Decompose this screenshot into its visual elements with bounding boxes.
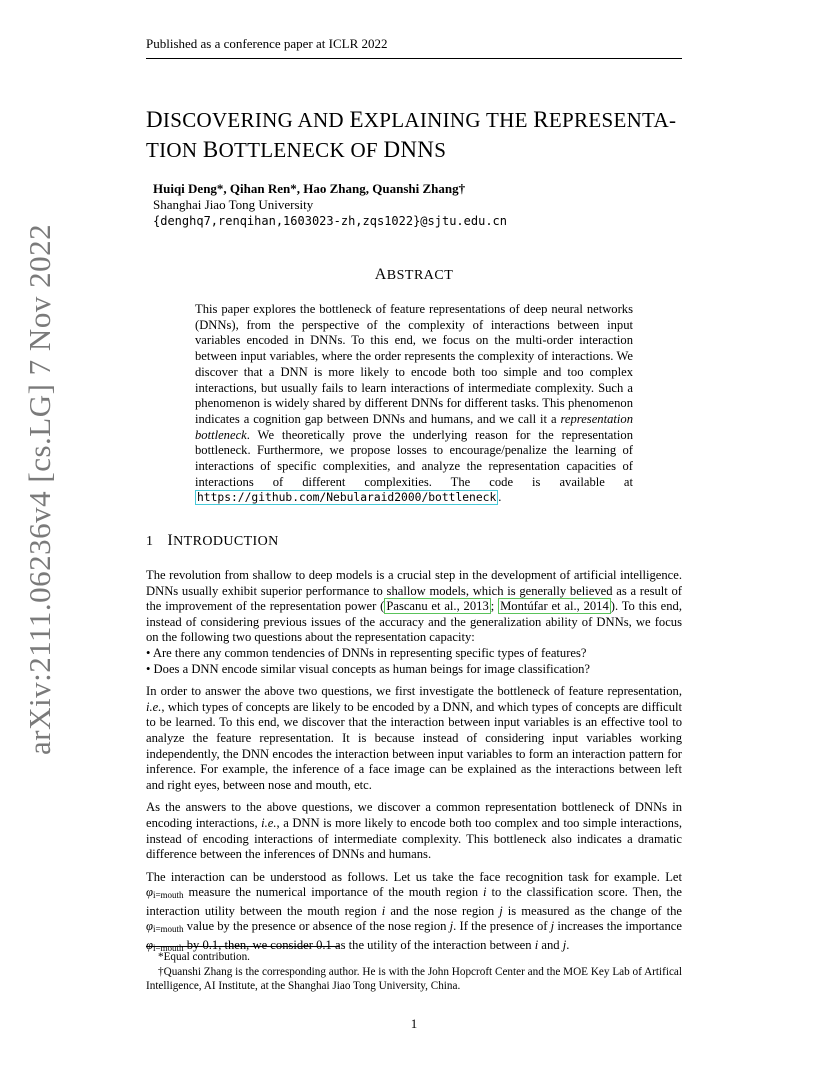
abstract-emphasis: representation bottleneck [195,411,633,442]
author-emails: {denghq7,renqihan,1603023-zh,zqs1022}@sjtu.edu.cn [153,214,508,228]
footnote-corresponding-author: †Quanshi Zhang is the corresponding author. He is with the John Hopcroft Center and the MOE Key Lab of Artifical Intelligence, AI Institute, at the Shanghai Jiao Tong University, China. [146,966,682,992]
author-block [153,181,507,229]
footnotes [146,950,682,994]
abstract-body: This paper explores the bottleneck of feature representations of deep neural networks (DNNs), from the perspective of the complexity of interactions between input variables encoded in DNNs. To this end, we focus on the multi-order interaction between input variables, where the order represents the complexity of interactions. We discover that a DNN is more likely to encode both too simple and too complex interactions, but usually fails to learn interactions of intermediate complexity. Such a phenomenon is widely shared by different DNNs for different tasks. This phenomenon indicates a cognition gap between DNNs and humans, and we call it a representation bottleneck. We theoretically prove the underlying reason for the representation bottleneck. Furthermore, we propose losses to encourage/penalize the learning of interactions of specific complexities, and analyze the representation capacities of interactions of different complexities. The code is available at https://github.com/Nebularaid2000/bottleneck . [195,302,633,505]
abstract-heading: ABSTRACT [374,266,454,283]
citation-pascanu[interactable]: Pascanu et al., 2013 [386,599,489,614]
intro-paragraph-1: The revolution from shallow to deep models is a crucial step in the development of artificial intelligence. DNNs usually exhibit superior performance to shallow models, which is generally believed as a result of the improvement of the representation power ( Pascanu et al., 2013 ; Montúfar et al., 2014 ). To this end, instead of considering previous issues of the accuracy and the generalization ability of DNNs, we focus on the following two questions about the representation capacity: • Are there any common tendencies of DNNs in representing specific types of features? • Does a DNN encode similar visual concepts as human beings for image classification? [146,568,683,676]
introduction-body [146,568,682,964]
footnote-equal-contribution: *Equal contribution. [158,951,250,963]
affiliation: Shanghai Jiao Tong University [153,197,314,212]
bullet-question-1: • Are there any common tendencies of DNNs in representing specific types of features? [146,645,587,660]
author-names: Huiqi Deng*, Qihan Ren*, Hao Zhang, Quanshi Zhang† [153,181,466,196]
section-heading-introduction: 1 INTRODUCTION [146,532,279,549]
intro-paragraph-3: As the answers to the above questions, we discover a common representation bottleneck of DNNs in encoding interactions, i.e., a DNN is more likely to encode both too complex and too simple interactions, instead of encoding interactions of intermediate complexity. This bottleneck also indicates a dramatic difference between the inferences of DNNs and humans. [146,800,682,862]
page-number: 1 [410,1016,418,1031]
code-link[interactable]: https://github.com/Nebularaid2000/bottleneck [197,491,497,505]
citation-montufar[interactable]: Montúfar et al., 2014 [500,599,609,614]
paper-title [146,105,686,165]
arxiv-stamp: arXiv:2111.06236v4 [cs.LG] 7 Nov 2022 [22,223,57,755]
title-line-1: DISCOVERING AND EXPLAINING THE REPRESENTA- [146,107,677,132]
intro-paragraph-4: The interaction can be understood as follows. Let us take the face recognition task for example. Let $\varphi_{i=mouth}$ measure the numerical importance of the mouth region i to the classification score. Then, the interaction utility between the mouth region i and the nose region j is measured as the change of the $\varphi_{i=mouth}$ value by the presence or absence of the nose region j. If the presence of j increases the importance $\varphi_{i=mouth}$ by 0.1, then, we consider 0.1 as the utility of the interaction between i and j. [146,869,682,954]
footnote-rule [146,946,340,947]
running-header: Published as a conference paper at ICLR 2022 [146,36,682,59]
title-line-2: TION BOTTLENECK OF DNNS [146,137,447,162]
bullet-question-2: • Does a DNN encode similar visual concepts as human beings for image classification? [146,661,591,676]
intro-paragraph-2: In order to answer the above two questions, we first investigate the bottleneck of feature representation, i.e., which types of concepts are likely to be encoded by a DNN, and which types of concepts are difficult to be learned. To this end, we discover that the interaction between input variables is an effective tool to analyze the feature representation. It is because instead of considering input variables working independently, the DNN encodes the interaction between input variables to form an interaction pattern for inference. For example, the inference of a face image can be explained as the interactions between left and right eyes, between nose and mouth, etc. [146,684,682,792]
